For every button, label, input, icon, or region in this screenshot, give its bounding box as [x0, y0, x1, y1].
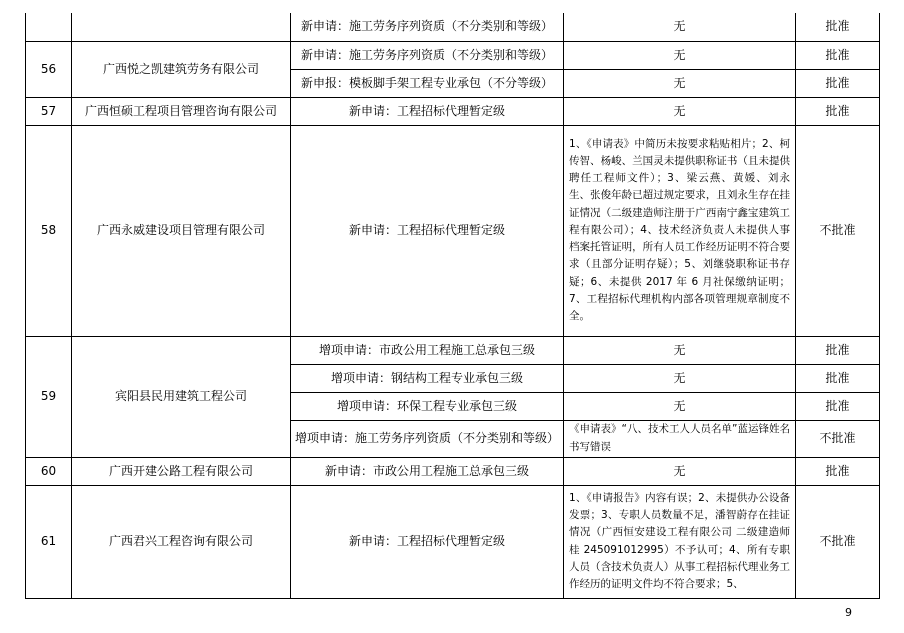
row-number: 56 [26, 41, 72, 97]
reason: 无 [564, 41, 796, 69]
result: 批准 [796, 41, 880, 69]
table-row [26, 336, 880, 364]
qualification-table [25, 13, 880, 599]
table-row [26, 97, 880, 125]
company-name: 广西开建公路工程有限公司 [72, 457, 291, 485]
application-item: 新申报：模板脚手架工程专业承包（不分等级） [291, 69, 564, 97]
row-number: 60 [26, 457, 72, 485]
result: 批准 [796, 97, 880, 125]
row-number: 59 [26, 336, 72, 457]
application-item: 新申请：工程招标代理暂定级 [291, 485, 564, 598]
page-number: 9 [845, 606, 852, 619]
result: 批准 [796, 13, 880, 41]
row-number: 57 [26, 97, 72, 125]
company-name: 广西君兴工程咨询有限公司 [72, 485, 291, 598]
reason: 1、《申请表》中简历未按要求粘贴相片；2、柯传智、杨峻、兰国灵未提供职称证书（且未提供聘任工程师文件）；3、梁云燕、黄媛、刘永生、张俊年龄已超过规定要求，且刘永生存在挂证情况（二级建造师注册于广西南宁鑫宝建筑工程有限公司）；4、技术经济负责人未提供人事档案托管证明，所有人员工作经历证明不符合要求（且部分证明存疑）；5、刘继骁职称证书存疑；6、未提供 2017 年 6 月社保缴纳证明；7、工程招标代理机构内部各项管理规章制度不全。 [564, 125, 796, 336]
reason: 无 [564, 392, 796, 420]
application-item: 新申请：施工劳务序列资质（不分类别和等级） [291, 41, 564, 69]
reason: 无 [564, 13, 796, 41]
table-row [26, 125, 880, 336]
reason: 无 [564, 364, 796, 392]
reason: 1、《申请报告》内容有误；2、未提供办公设备发票；3、专职人员数量不足，潘智蔚存在挂证情况（广西恒安建设工程有限公司 二级建造师 桂 245091012995）不予认可；4、所有专职人员（含技术负责人）从事工程招标代理业务工作经历的证明文件均不符合要求；5、 [564, 485, 796, 598]
company-name: 广西恒硕工程项目管理咨询有限公司 [72, 97, 291, 125]
application-item: 新申请：市政公用工程施工总承包三级 [291, 457, 564, 485]
reason: 无 [564, 457, 796, 485]
table-row [26, 41, 880, 69]
application-item: 新申请：工程招标代理暂定级 [291, 97, 564, 125]
application-item: 增项申请：施工劳务序列资质（不分类别和等级） [291, 420, 564, 457]
row-number: 58 [26, 125, 72, 336]
company-name: 宾阳县民用建筑工程公司 [72, 336, 291, 457]
reason: 无 [564, 336, 796, 364]
table-row [26, 485, 880, 598]
table-row [26, 457, 880, 485]
result: 不批准 [796, 420, 880, 457]
result: 批准 [796, 364, 880, 392]
result: 批准 [796, 457, 880, 485]
row-number: 61 [26, 485, 72, 598]
application-item: 增项申请：环保工程专业承包三级 [291, 392, 564, 420]
table-row [26, 13, 880, 41]
reason: 无 [564, 97, 796, 125]
result: 批准 [796, 336, 880, 364]
application-item: 新申请：施工劳务序列资质（不分类别和等级） [291, 13, 564, 41]
application-item: 新申请：工程招标代理暂定级 [291, 125, 564, 336]
result: 批准 [796, 392, 880, 420]
company-name [72, 13, 291, 41]
application-item: 增项申请：钢结构工程专业承包三级 [291, 364, 564, 392]
result: 不批准 [796, 485, 880, 598]
row-number [26, 13, 72, 41]
reason: 《申请表》“八、技术工人人员名单”蓝运锋姓名书写错误 [564, 420, 796, 457]
application-item: 增项申请：市政公用工程施工总承包三级 [291, 336, 564, 364]
company-name: 广西悦之凯建筑劳务有限公司 [72, 41, 291, 97]
reason: 无 [564, 69, 796, 97]
company-name: 广西永威建设项目管理有限公司 [72, 125, 291, 336]
result: 不批准 [796, 125, 880, 336]
result: 批准 [796, 69, 880, 97]
